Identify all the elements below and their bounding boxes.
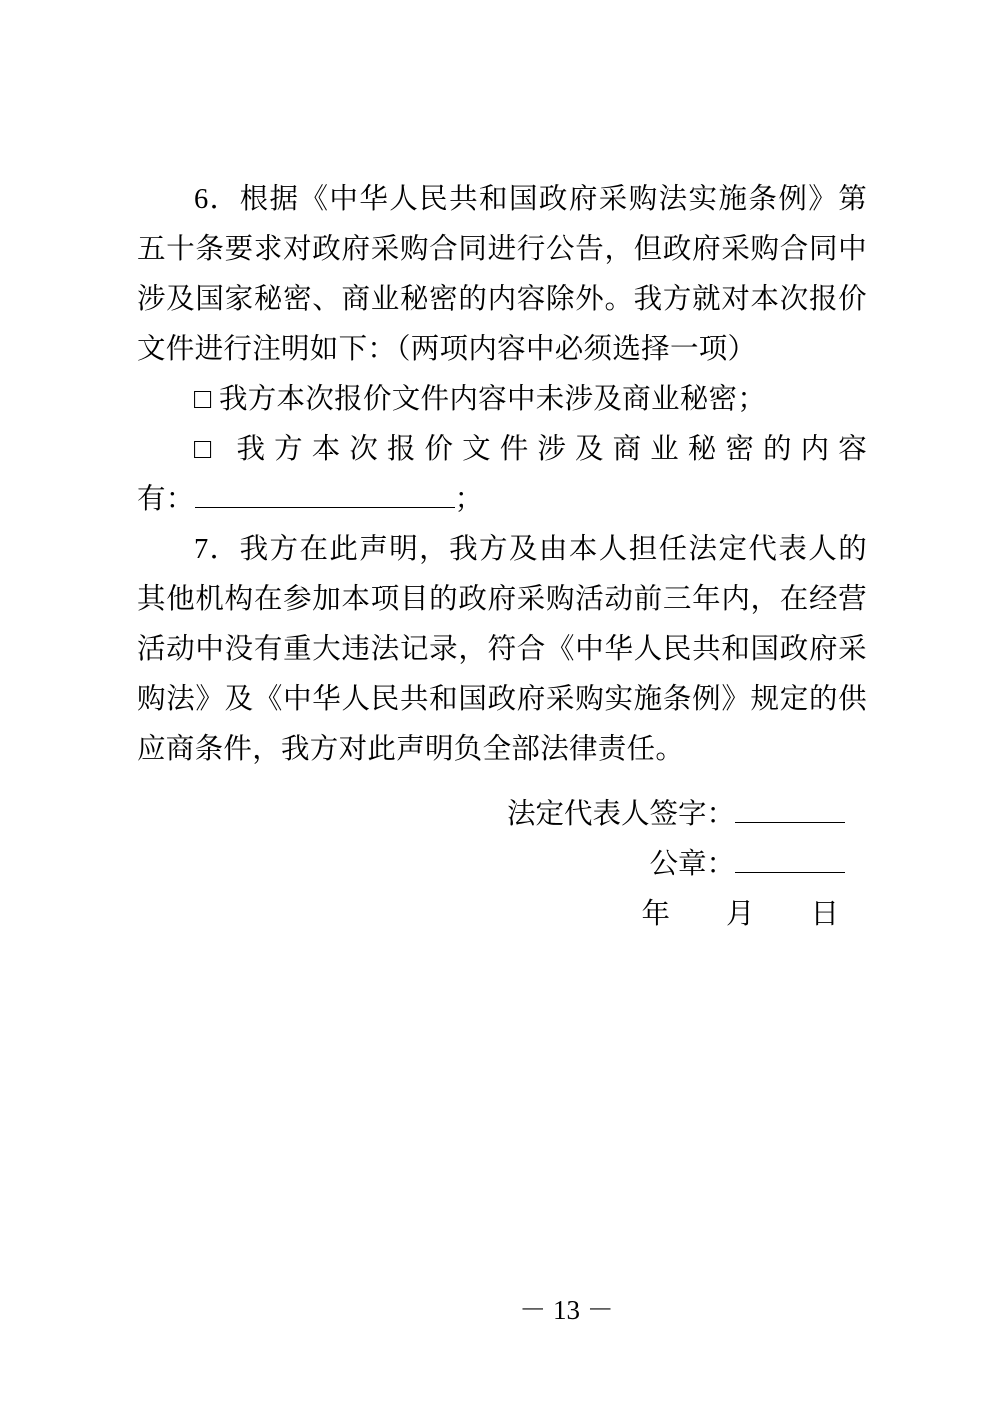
signature-block bbox=[137, 790, 867, 940]
date-year-label: 年 bbox=[641, 899, 670, 930]
page-footer bbox=[0, 1288, 1000, 1327]
fill-line-label: 有： bbox=[137, 484, 195, 515]
checkbox-option-2[interactable]: □ 我方本次报价文件涉及商业秘密的内容 bbox=[194, 434, 867, 465]
signature-seal-row bbox=[137, 840, 867, 890]
checkbox-option-1[interactable]: □ 我方本次报价文件内容中未涉及商业秘密； bbox=[194, 384, 767, 415]
paragraph-item-6: 6．根据《中华人民共和国政府采购法实施条例》第五十条要求对政府采购合同进行公告，但政府采购合同中涉及国家秘密、商业秘密的内容除外。我方就对本次报价文件进行注明如下：（两项内容中必须选择一项） bbox=[137, 184, 867, 365]
signature-seal-line[interactable] bbox=[735, 872, 845, 873]
date-day-label: 日 bbox=[810, 899, 839, 930]
signature-date-row bbox=[137, 890, 867, 940]
paragraph-item-7: 7．我方在此声明，我方及由本人担任法定代表人的其他机构在参加本项目的政府采购活动前三年内，在经营活动中没有重大违法记录，符合《中华人民共和国政府采购法》及《中华人民共和国政府采购实施条例》规定的供应商条件，我方对此声明负全部法律责任。 bbox=[137, 534, 867, 765]
signature-seal-label: 公章： bbox=[649, 849, 735, 880]
date-month-label: 月 bbox=[725, 899, 755, 930]
page-number: － 13 － bbox=[519, 1295, 614, 1325]
checkbox-option-2-fill-line bbox=[137, 475, 867, 525]
business-secret-input-line[interactable] bbox=[195, 507, 455, 508]
document-body bbox=[137, 175, 867, 775]
signature-representative-line[interactable] bbox=[735, 822, 845, 823]
signature-representative-label: 法定代表人签字： bbox=[506, 799, 735, 830]
fill-line-semicolon: ； bbox=[454, 484, 484, 515]
signature-representative-row bbox=[137, 790, 867, 840]
